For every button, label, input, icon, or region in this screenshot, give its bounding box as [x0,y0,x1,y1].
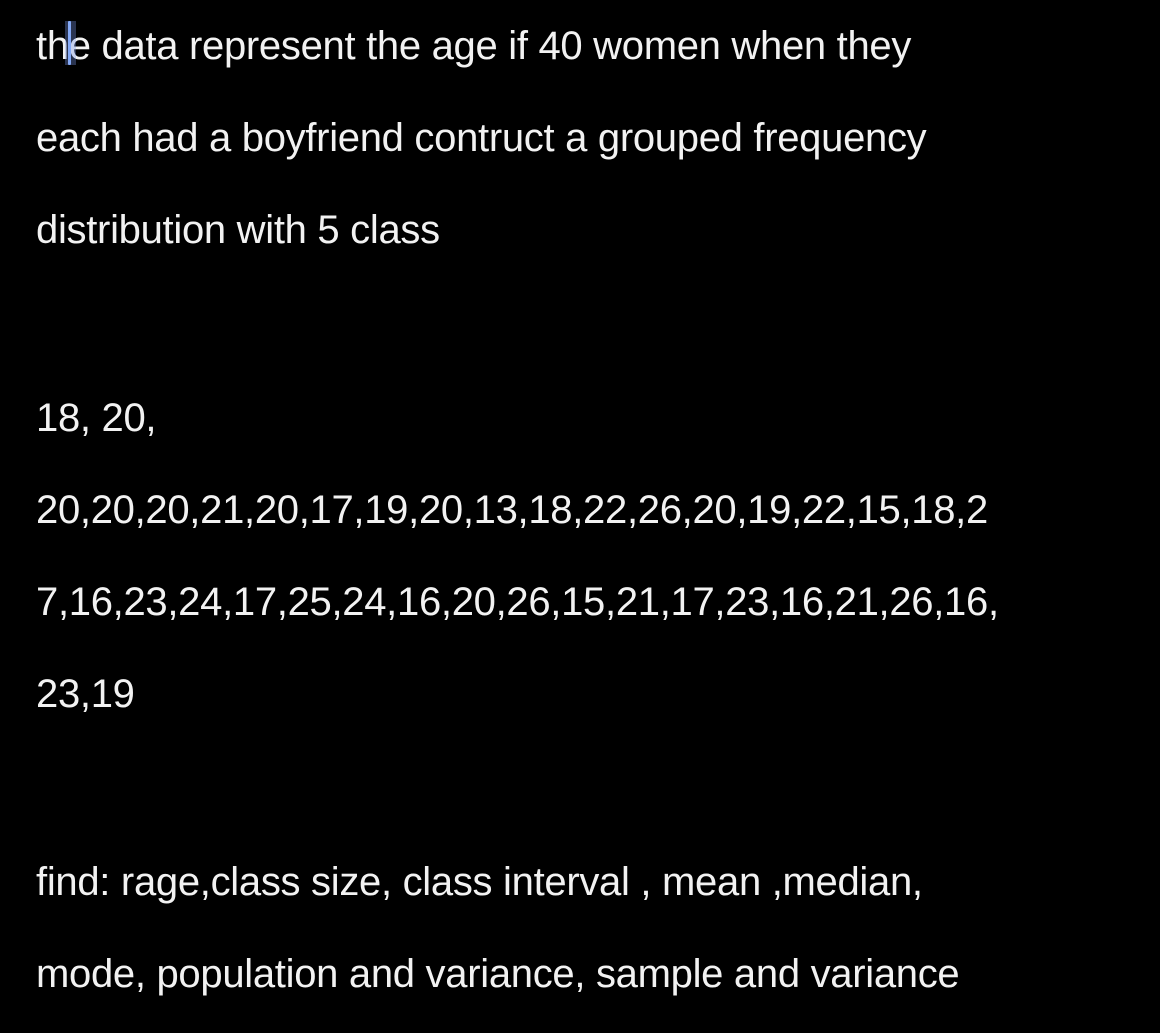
question-line-1-rest: e data represent the age if 40 women when they [68,24,912,68]
question-line-3: distribution with 5 class [36,208,440,252]
data-line-1: 18, 20, [36,396,157,440]
data-line-2: 20,20,20,21,20,17,19,20,13,18,22,26,20,19,22,15,18,2 [36,488,988,532]
data-line-3: 7,16,23,24,17,25,24,16,20,26,15,21,17,23,16,21,26,16, [36,580,999,624]
data-line-4: 23,19 [36,672,135,716]
task-line-2: mode, population and variance, sample and variance [36,952,960,996]
question-line-1-start: th [36,24,69,68]
task-line-1: find: rage,class size, class interval , mean ,median, [36,860,923,904]
question-line-2: each had a boyfriend contruct a grouped frequency [36,116,927,160]
question-line-1 [36,22,911,70]
